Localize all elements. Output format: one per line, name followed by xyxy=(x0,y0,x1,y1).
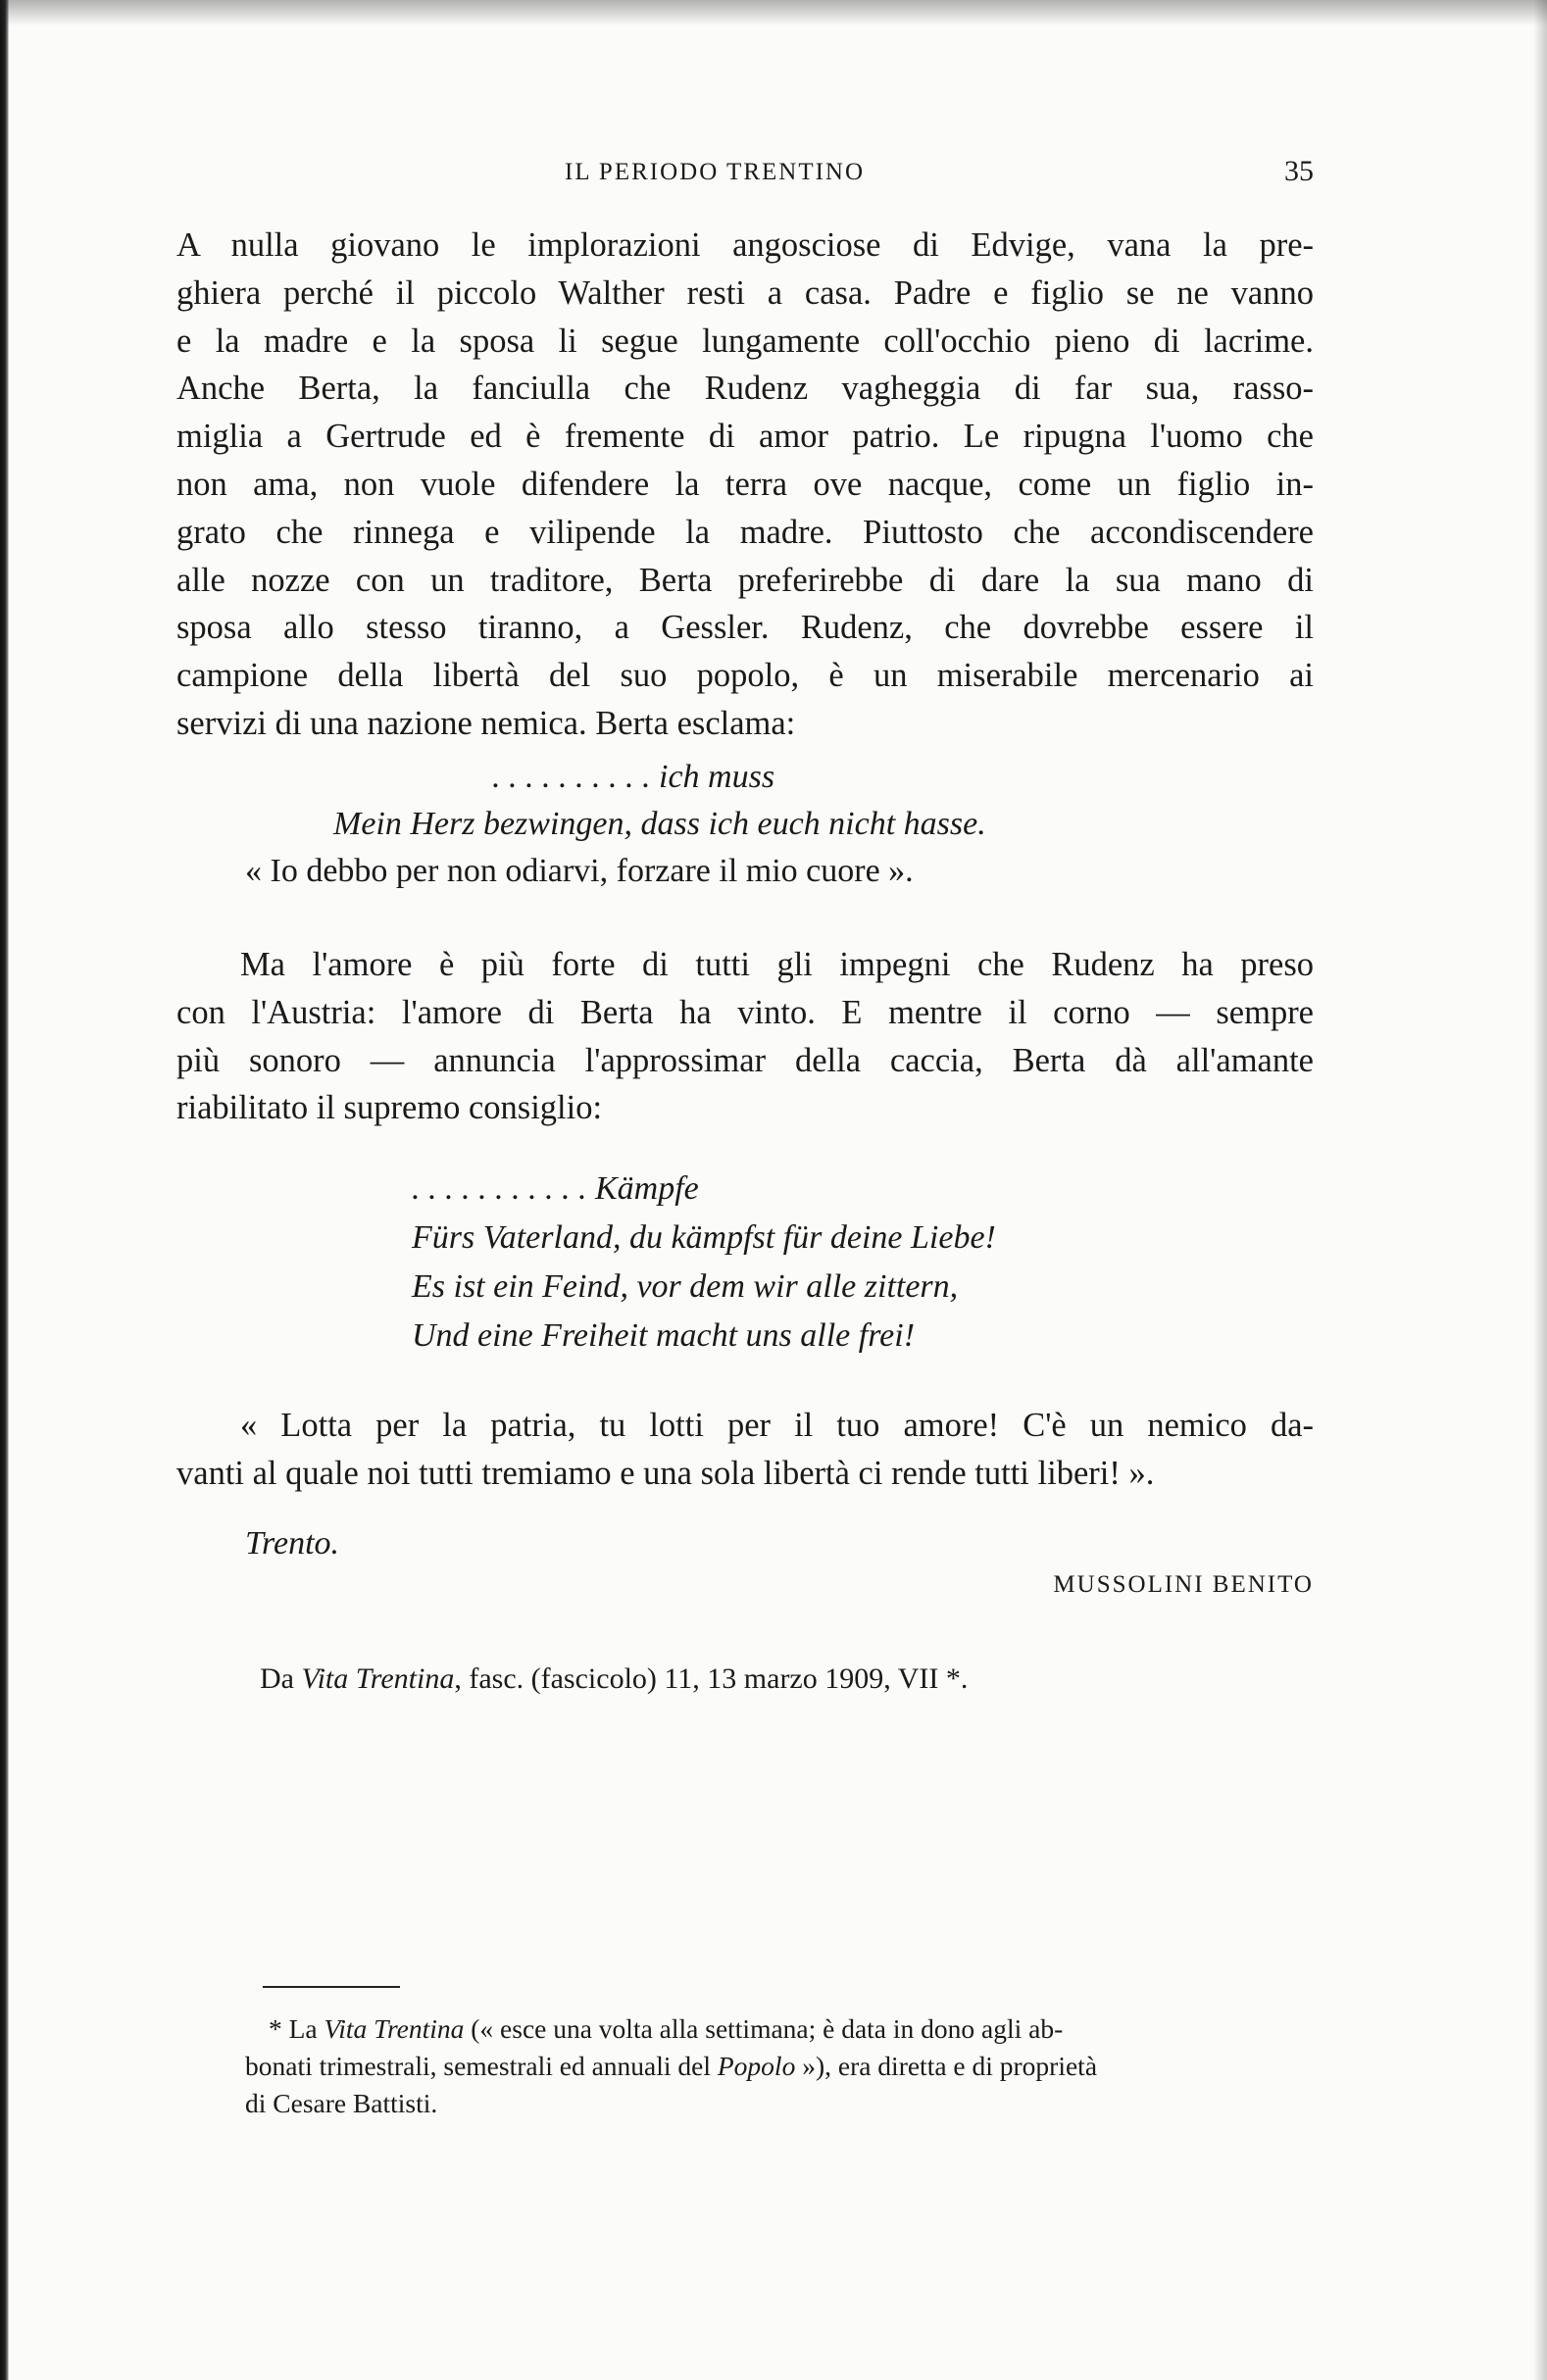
text-line: A nulla giovano le implorazioni angosciose di Edvige, vana la pre- xyxy=(176,226,1314,264)
place-name: Trento. xyxy=(245,1525,340,1562)
source-citation xyxy=(260,1662,968,1696)
running-title: IL PERIODO TRENTINO xyxy=(565,159,866,185)
scan-edge-right xyxy=(1533,0,1547,2380)
verse-line: Und eine Freiheit macht uns alle frei! xyxy=(412,1317,916,1354)
source-journal: Vita Trentina xyxy=(301,1662,455,1695)
footnote-rule xyxy=(263,1986,400,1988)
text-line: più sonoro — annuncia l'approssimar della caccia, Berta dà all'amante xyxy=(176,1041,1314,1079)
footnote-marker: * La xyxy=(269,2013,324,2044)
footnote-line xyxy=(245,2010,1314,2048)
text-line: miglia a Gertrude ed è fremente di amor patrio. Le ripugna l'uomo che xyxy=(176,418,1314,456)
scan-edge-left xyxy=(0,0,9,2380)
source-details: , fasc. (fascicolo) 11, 13 marzo 1909, VII *. xyxy=(454,1662,969,1695)
text-line: ghiera perché il piccolo Walther resti a casa. Padre e figlio se ne vanno xyxy=(176,273,1314,312)
text-line: campione della libertà del suo popolo, è un miserabile mercenario ai xyxy=(176,657,1314,695)
scan-edge-top xyxy=(0,0,1547,25)
verse-line: Es ist ein Feind, vor dem wir alle zittern, xyxy=(412,1268,959,1305)
footnote xyxy=(245,2010,1314,2122)
text-line: servizi di una nazione nemica. Berta esclama: xyxy=(176,704,796,742)
footnote-text: (« esce una volta alla settimana; è data in dono agli ab- xyxy=(464,2013,1064,2044)
text-line: Anche Berta, la fanciulla che Rudenz vagheggia di far sua, rasso- xyxy=(176,370,1314,408)
verse-quote-1-translation xyxy=(245,847,914,896)
paragraph-2 xyxy=(176,941,1314,1132)
text-line: con l'Austria: l'amore di Berta ha vinto. E mentre il corno — sempre xyxy=(176,993,1314,1031)
footnote-line: di Cesare Battisti. xyxy=(245,2088,438,2118)
verse-line: . . . . . . . . . . . Kämpfe xyxy=(412,1170,699,1207)
running-head xyxy=(176,155,1314,198)
paragraph-1 xyxy=(176,222,1314,748)
verse-line: Fürs Vaterland, du kämpfst für deine Liebe! xyxy=(412,1219,996,1256)
verse-quote-1-line-1 xyxy=(492,753,774,802)
text-line: « Lotta per la patria, tu lotti per il tuo amore! C'è un nemico da- xyxy=(240,1407,1314,1444)
footnote-text: bonati trimestrali, semestrali ed annuali del xyxy=(245,2051,718,2081)
text-line: sposa allo stesso tiranno, a Gessler. Rudenz, che dovrebbe essere il xyxy=(176,609,1314,647)
footnote-newspaper: Popolo xyxy=(717,2051,796,2081)
text-line: e la madre e la sposa li segue lungamente coll'occhio pieno di lacrime. xyxy=(176,322,1314,360)
footnote-journal: Vita Trentina xyxy=(324,2013,465,2044)
page-number: 35 xyxy=(1284,155,1314,187)
verse-quote-2 xyxy=(412,1165,996,1361)
author-signature: MUSSOLINI BENITO xyxy=(1053,1571,1314,1598)
text-line: alle nozze con un traditore, Berta preferirebbe di dare la sua mano di xyxy=(176,561,1314,599)
paragraph-3 xyxy=(176,1402,1314,1498)
text-line: riabilitato il supremo consiglio: xyxy=(176,1089,603,1127)
text-line: Ma l'amore è più forte di tutti gli impegni che Rudenz ha preso xyxy=(240,946,1314,983)
source-prefix: Da xyxy=(260,1662,302,1695)
translation-line: « Io debbo per non odiarvi, forzare il mio cuore ». xyxy=(245,853,914,889)
text-line: non ama, non vuole difendere la terra ove nacque, come un figlio in- xyxy=(176,465,1314,503)
verse-quote-1-line-2 xyxy=(333,800,986,849)
text-line: grato che rinnega e vilipende la madre. Piuttosto che accondiscendere xyxy=(176,513,1314,551)
verse-line: Mein Herz bezwingen, dass ich euch nicht hasse. xyxy=(333,806,986,842)
verse-line: . . . . . . . . . . ich muss xyxy=(492,759,775,795)
footnote-line xyxy=(245,2048,1314,2085)
text-line: vanti al quale noi tutti tremiamo e una sola libertà ci rende tutti liberi! ». xyxy=(176,1454,1155,1492)
footnote-text: »), era diretta e di proprietà xyxy=(795,2051,1098,2081)
